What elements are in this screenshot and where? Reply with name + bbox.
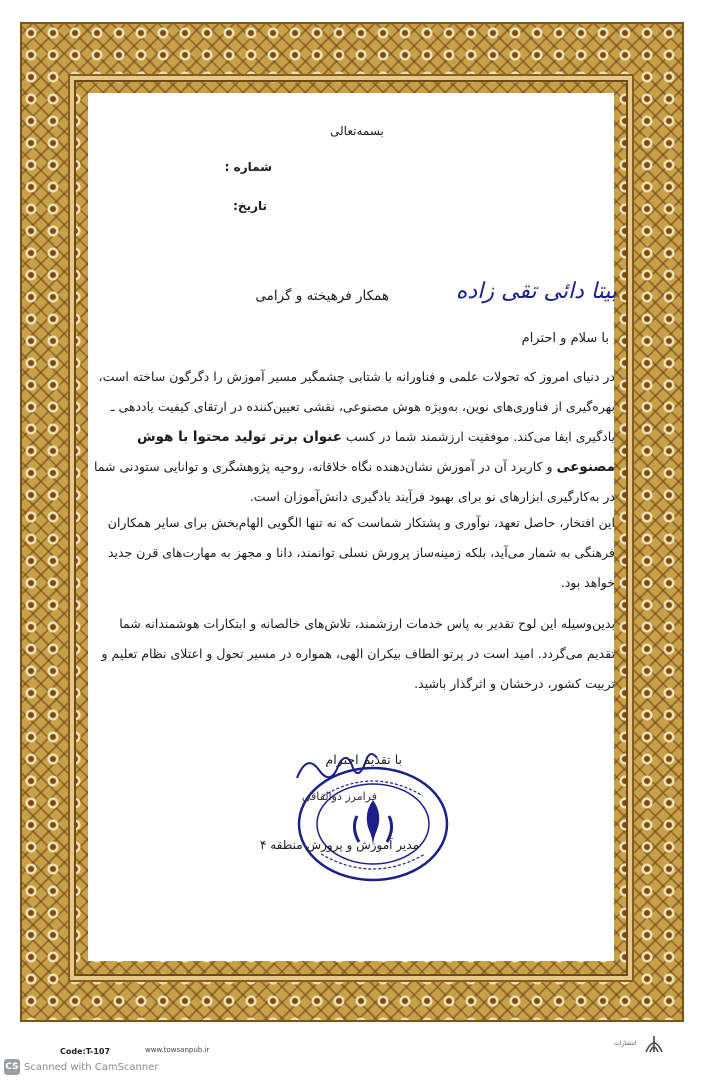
signer-name: فرامرز دوالفاقی [301,790,377,803]
publisher-logo-icon [640,1030,668,1058]
recipient-handwritten: بیتا دائی تقی زاده [455,279,617,304]
paragraph-1-bold: عنوان برتر تولید محتوا با هوش مصنوعی [136,429,615,475]
number-label: شماره : [224,160,272,174]
footer-code: Code:T-107 [60,1047,111,1056]
basmala-heading: بسمه‌تعالی [330,124,384,138]
salutation-line: با سلام و احترام [521,331,609,346]
scanner-label: Scanned with CamScanner [24,1061,159,1073]
paragraph-2: این افتخار، حاصل تعهد، نوآوری و پشتکار شماست که نه تنها الگویی الهام‌بخش برای سایر همکاران فرهنگی به شمار می‌آید، بلکه زمینه‌ساز پرورش نسلی توانمند، دانا و مجهز به مهارت‌های قرن جدید خواهد بود. [107,515,615,590]
paragraph-1 [93,362,615,512]
footer-logo-text: انتشارات [614,1040,637,1047]
scanner-watermark [4,1059,159,1075]
greeting-line: همکار فرهیخته و گرامی [255,288,389,304]
footer-website: www.towsanpub.ir [145,1046,210,1054]
signer-title: مدیر آموزش و پرورش منطقه ۴ [259,838,419,852]
paragraph-1-text-a: در دنیای امروز که تحولات علمی و فناورانه با شتابی چشمگیر مسیر آموزش را دگرگون ساخته است، بهره‌گیری از فناوری‌های نوین، به‌ویژه هوش مصنوعی، نقشی تعیین‌کننده در ارتقای کیفیت یاددهی ـ یادگیری ایفا می‌کند. موفقیت ارزشمند شما در کسب [98,369,615,444]
closing-line: با تقدیم احترام [325,752,402,767]
paragraph-3: بدین‌وسیله این لوح تقدیر به پاس خدمات ارزشمند، تلاش‌های خالصانه و ابتکارات هوشمندانه شما تقدیم می‌گردد. امید است در پرتو الطاف بیکران الهی، همواره در مسیر تحول و اعتلای نظام تعلیم و تربیت کشور، درخشان و اثرگذار باشید. [101,616,615,691]
paragraph-1-text-b: و کاربرد آن در آموزش نشان‌دهنده نگاه خلاقانه، روحیه پژوهشگری و توانایی ستودنی شما در به‌کارگیری ابزارهای نو برای بهبود فرآیند یادگیری دانش‌آموزان است. [93,459,615,504]
camscanner-icon: CS [4,1059,20,1075]
date-label: تاریخ: [233,199,267,213]
